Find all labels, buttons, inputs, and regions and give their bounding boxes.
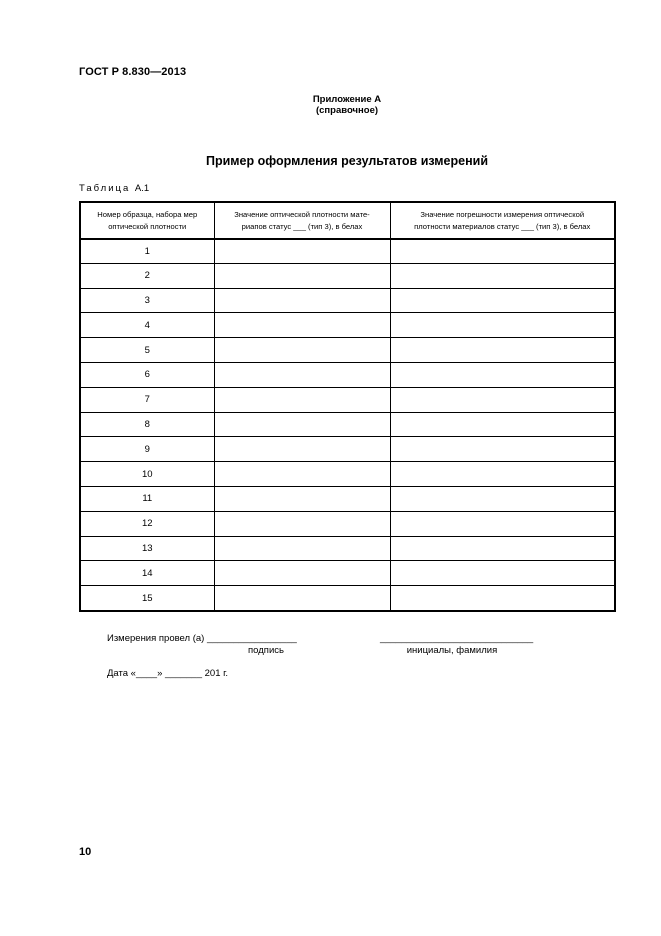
appendix-type: (справочное) [315,105,379,116]
density-cell[interactable] [214,561,390,586]
table-row [80,288,615,313]
header-line: Номер образца, набора мер [97,209,198,219]
initials-label: инициалы, фамилия [406,645,498,656]
section-title: Пример оформления результатов измерений [205,154,489,168]
row-number: 10 [80,462,214,487]
initials-line[interactable]: _____________________________ [380,633,534,644]
table-header-row [80,202,615,239]
table-row [80,412,615,437]
density-cell[interactable] [214,536,390,561]
date-line[interactable]: Дата «____» _______ 201 г. [107,668,229,679]
row-number: 9 [80,437,214,462]
row-number: 5 [80,338,214,363]
row-number: 7 [80,387,214,412]
table-caption-label: Таблица [79,183,131,194]
header-measurement-error [390,202,615,239]
error-cell[interactable] [390,561,615,586]
density-cell[interactable] [214,437,390,462]
row-number: 1 [80,239,214,263]
density-cell[interactable] [214,486,390,511]
density-cell[interactable] [214,313,390,338]
row-number: 4 [80,313,214,338]
error-cell[interactable] [390,486,615,511]
row-number: 3 [80,288,214,313]
header-line: Значение оптической плотности мате- [234,209,370,219]
table-row [80,437,615,462]
table-row [80,239,615,263]
header-line: риапов статус ___ (тип 3), в белах [241,221,363,231]
error-cell[interactable] [390,511,615,536]
row-number: 14 [80,561,214,586]
error-cell[interactable] [390,263,615,288]
row-number: 11 [80,486,214,511]
density-cell[interactable] [214,338,390,363]
page-number: 10 [79,846,92,858]
table-row [80,561,615,586]
row-number: 15 [80,586,214,611]
table-row [80,536,615,561]
error-cell[interactable] [390,387,615,412]
row-number: 2 [80,263,214,288]
row-number: 13 [80,536,214,561]
header-line: оптической плотности [108,221,187,231]
density-cell[interactable] [214,362,390,387]
density-cell[interactable] [214,462,390,487]
table-row [80,462,615,487]
density-cell[interactable] [214,511,390,536]
table-row [80,511,615,536]
error-cell[interactable] [390,239,615,263]
error-cell[interactable] [390,288,615,313]
table-caption [79,183,149,194]
error-cell[interactable] [390,536,615,561]
error-cell[interactable] [390,362,615,387]
table-row [80,313,615,338]
row-number: 8 [80,412,214,437]
density-cell[interactable] [214,239,390,263]
error-cell[interactable] [390,412,615,437]
header-line: плотности материалов статус ___ (тип 3), в белах [414,221,591,231]
density-cell[interactable] [214,412,390,437]
row-number: 6 [80,362,214,387]
error-cell[interactable] [390,338,615,363]
results-table [79,201,616,612]
table-row [80,486,615,511]
table-row [80,362,615,387]
appendix-title: Приложение А [312,94,382,105]
density-cell[interactable] [214,263,390,288]
density-cell[interactable] [214,387,390,412]
error-cell[interactable] [390,586,615,611]
standard-code: ГОСТ Р 8.830—2013 [79,66,187,78]
header-optical-density [214,202,390,239]
density-cell[interactable] [214,288,390,313]
density-cell[interactable] [214,586,390,611]
error-cell[interactable] [390,313,615,338]
table-caption-number: А.1 [134,183,150,194]
signature-label: подпись [248,645,284,656]
header-sample-number [80,202,214,239]
error-cell[interactable] [390,437,615,462]
table-row [80,387,615,412]
table-row [80,586,615,611]
header-line: Значение погрешности измерения оптической [420,209,585,219]
table-row [80,338,615,363]
table-row [80,263,615,288]
measured-by-line[interactable]: Измерения провел (а) _________________ [107,633,297,644]
row-number: 12 [80,511,214,536]
error-cell[interactable] [390,462,615,487]
